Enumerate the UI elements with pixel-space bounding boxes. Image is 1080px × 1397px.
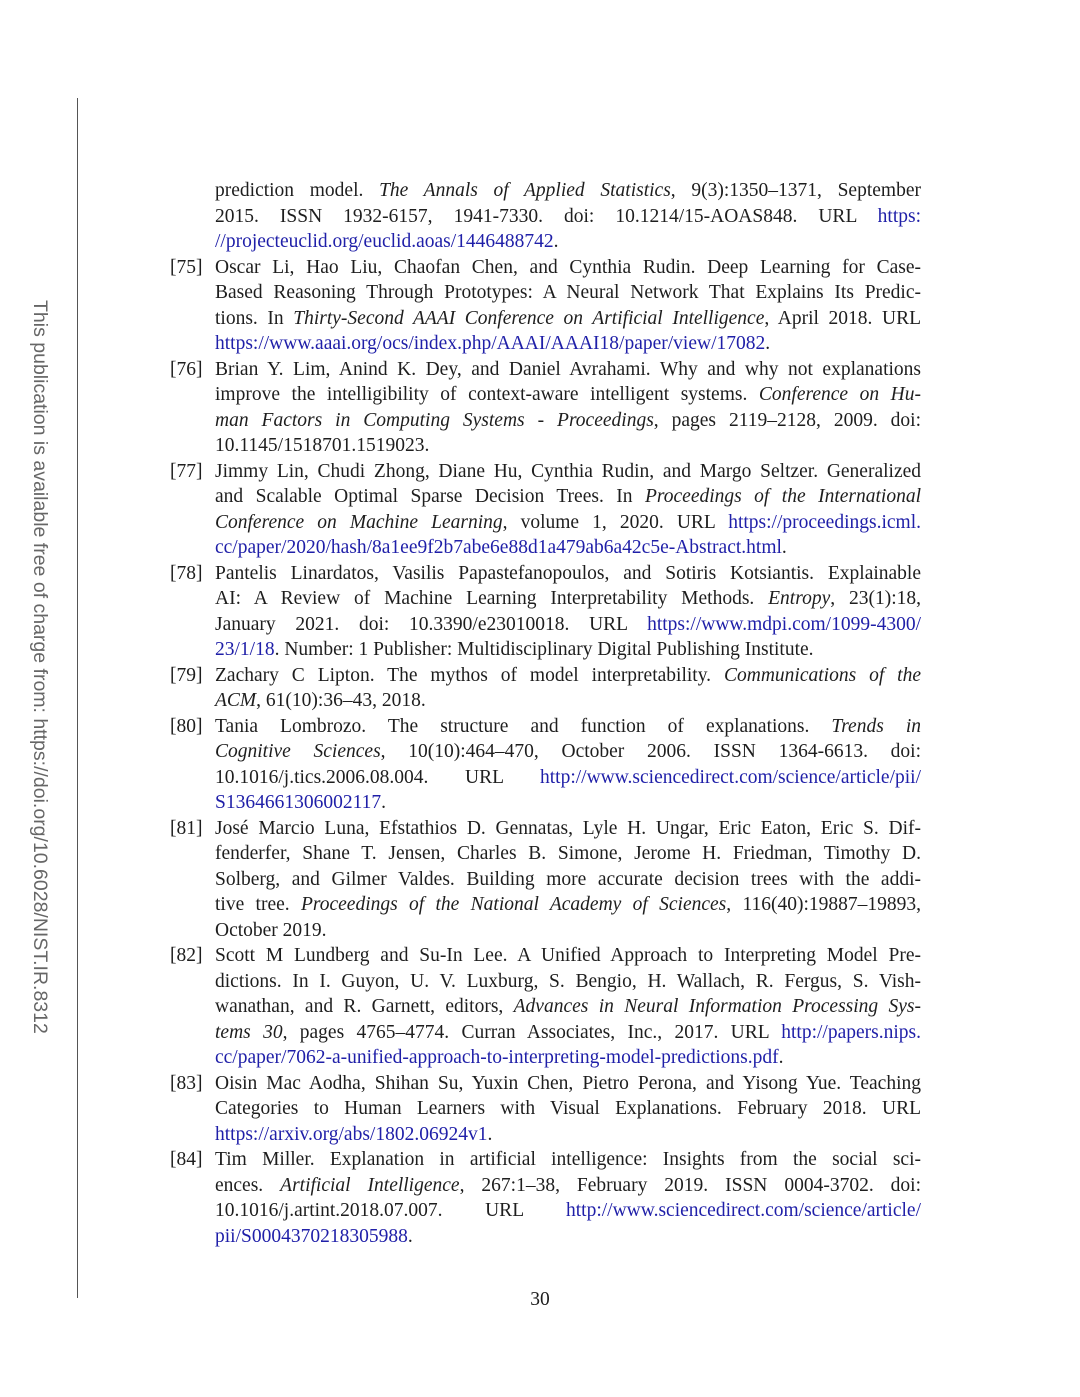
- reference-text: , 61(10):36–43, 2018.: [256, 690, 426, 711]
- reference-text: improve the intelligibility of context-aware intelligent systems.: [215, 384, 759, 405]
- reference-text: prediction model.: [215, 180, 380, 201]
- venue-text: Proceedings of the International: [644, 486, 921, 507]
- reference-line: [215, 612, 921, 638]
- reference-link[interactable]: cc/paper/7062-a-unified-approach-to-interpreting-model-predictions.pdf: [215, 1047, 779, 1068]
- venue-text: Proceedings of the National Academy of Sciences: [300, 894, 727, 915]
- reference-line: [215, 484, 921, 510]
- reference-line: [215, 280, 921, 306]
- reference-text: .: [553, 231, 559, 252]
- reference-label: [80]: [170, 715, 203, 737]
- reference-link[interactable]: https:: [877, 205, 921, 227]
- reference-link[interactable]: pii/S0004370218305988: [215, 1225, 408, 1247]
- reference-line: [215, 943, 921, 969]
- reference-link[interactable]: http://www.sciencedirect.com/science/article/pii/: [539, 766, 921, 788]
- reference-line: [215, 1045, 921, 1071]
- reference-line: [215, 204, 921, 230]
- reference-line: [215, 637, 921, 663]
- reference-link[interactable]: https://arxiv.org/abs/1802.06924v1: [215, 1123, 488, 1145]
- reference-link[interactable]: S1364661306002117: [215, 792, 382, 813]
- margin-rule: [77, 98, 78, 1298]
- reference-label: [79]: [170, 664, 203, 686]
- reference-line: [215, 892, 921, 918]
- reference-line: [215, 510, 921, 536]
- venue-text: Thirty-Second AAAI Conference on Artificial Intelligence: [293, 307, 765, 329]
- reference-text: Zachary C Lipton. The mythos of model interpretability.: [215, 664, 724, 686]
- reference-text: AI: A Review of Machine Learning Interpretability Methods.: [215, 588, 769, 609]
- reference-line: [215, 331, 921, 357]
- reference-text: dictions. In I. Guyon, U. V. Luxburg, S. Bengio, H. Wallach, R. Fergus, S. Vish-: [215, 970, 921, 992]
- reference-link[interactable]: cc/paper/2020/hash/8a1ee9f2b7abe6e88d1a479ab6a42c5e-Abstract.html: [215, 537, 782, 558]
- reference-text: Solberg, and Gilmer Valdes. Building more accurate decision trees with the addi-: [215, 868, 921, 890]
- venue-text: Artificial Intelligence: [280, 1174, 460, 1196]
- reference-line: [215, 765, 921, 791]
- reference-text: , volume 1, 2020. URL: [502, 511, 729, 533]
- reference-line: [215, 739, 921, 765]
- reference-text: 10.1145/1518701.1519023.: [215, 435, 430, 456]
- reference-text: .: [381, 792, 386, 813]
- venue-text: man Factors in Computing Systems - Proceedings: [215, 409, 654, 431]
- reference-text: , pages 4765–4774. Curran Associates, Inc., 2017. URL: [282, 1021, 782, 1043]
- reference-text: Oscar Li, Hao Liu, Chaofan Chen, and Cynthia Rudin. Deep Learning for Case-: [215, 256, 921, 278]
- reference-line: [215, 561, 921, 587]
- venue-text: tems 30: [215, 1021, 283, 1043]
- reference-text: José Marcio Luna, Efstathios D. Gennatas, Lyle H. Ungar, Eric Eaton, Eric S. Dif-: [215, 817, 921, 839]
- availability-sidebar: This publication is available free of charge from: https://doi.org/10.6028/NIST.IR.8312: [29, 300, 51, 1034]
- venue-text: The Annals of Applied Statistics: [379, 180, 671, 201]
- reference-link[interactable]: https://www.aaai.org/ocs/index.php/AAAI/AAAI18/paper/view/17082: [215, 333, 766, 354]
- reference-text: , 116(40):19887–19893,: [726, 894, 921, 915]
- reference-line: [215, 969, 921, 995]
- reference-link[interactable]: https://proceedings.icml.: [728, 511, 921, 533]
- reference-text: 10.1016/j.tics.2006.08.004. URL: [215, 766, 540, 788]
- reference-text: , 23(1):18,: [830, 588, 921, 609]
- reference-line: [215, 433, 921, 459]
- reference-label: [77]: [170, 460, 203, 482]
- venue-text: Conference on Machine Learning: [215, 511, 503, 533]
- reference-text: Tim Miller. Explanation in artificial intelligence: Insights from the social sci-: [215, 1149, 921, 1170]
- reference-text: 10.1016/j.artint.2018.07.007. URL: [215, 1200, 566, 1221]
- venue-text: ACM: [215, 690, 257, 711]
- reference-text: .: [781, 537, 787, 558]
- reference-line: [215, 1020, 921, 1046]
- reference-label: [78]: [170, 562, 203, 584]
- reference-label: [81]: [170, 817, 203, 839]
- reference-label: [83]: [170, 1072, 203, 1094]
- reference-text: and Scalable Optimal Sparse Decision Trees. In: [215, 486, 645, 507]
- reference-text: , pages 2119–2128, 2009. doi:: [653, 409, 921, 431]
- reference-link[interactable]: //projecteuclid.org/euclid.aoas/1446488742: [215, 231, 554, 252]
- venue-text: Entropy: [768, 588, 831, 609]
- reference-line: [215, 178, 921, 204]
- reference-line: [215, 994, 921, 1020]
- reference-text: wanathan, and R. Garnett, editors,: [215, 996, 514, 1017]
- reference-text: . Number: 1 Publisher: Multidisciplinary Digital Publishing Institute.: [274, 639, 814, 660]
- reference-link[interactable]: http://papers.nips.: [781, 1021, 921, 1043]
- reference-line: [215, 306, 921, 332]
- reference-line: [215, 714, 921, 740]
- reference-text: ences.: [215, 1174, 281, 1196]
- reference-text: .: [778, 1047, 784, 1068]
- reference-line: [215, 357, 921, 383]
- reference-line: [215, 229, 921, 255]
- reference-line: [215, 918, 921, 944]
- reference-text: , 10(10):464–470, October 2006. ISSN 1364-6613. doi:: [380, 741, 921, 762]
- reference-line: [215, 816, 921, 842]
- reference-line: [215, 663, 921, 689]
- reference-link[interactable]: http://www.sciencedirect.com/science/article/: [566, 1200, 921, 1221]
- reference-text: Scott M Lundberg and Su-In Lee. A Unified Approach to Interpreting Model Pre-: [215, 945, 921, 966]
- reference-text: October 2019.: [215, 919, 327, 941]
- venue-text: Advances in Neural Information Processing Sys-: [513, 996, 921, 1017]
- reference-line: [215, 1224, 921, 1250]
- reference-line: [215, 1096, 921, 1122]
- venue-text: Trends in: [831, 715, 922, 737]
- reference-label: [82]: [170, 945, 203, 966]
- reference-label: [76]: [170, 358, 203, 380]
- reference-line: [215, 790, 921, 816]
- reference-text: Based Reasoning Through Prototypes: A Neural Network That Explains Its Predic-: [215, 282, 921, 303]
- reference-text: tive tree.: [215, 894, 301, 915]
- reference-line: [215, 688, 921, 714]
- reference-text: , April 2018. URL: [764, 307, 921, 329]
- reference-label: [75]: [170, 256, 203, 278]
- reference-text: January 2021. doi: 10.3390/e23010018. URL: [215, 613, 648, 635]
- reference-text: Oisin Mac Aodha, Shihan Su, Yuxin Chen, Pietro Perona, and Yisong Yue. Teaching: [215, 1072, 921, 1094]
- reference-link[interactable]: https://www.mdpi.com/1099-4300/: [647, 613, 921, 635]
- reference-text: Categories to Human Learners with Visual Explanations. February 2018. URL: [215, 1098, 921, 1119]
- reference-text: tions. In: [215, 307, 294, 329]
- venue-text: Cognitive Sciences: [215, 741, 381, 762]
- reference-text: .: [407, 1225, 413, 1247]
- reference-line: [215, 408, 921, 434]
- reference-text: Tania Lombrozo. The structure and function of explanations.: [215, 715, 832, 737]
- reference-text: .: [487, 1123, 493, 1145]
- reference-text: , 9(3):1350–1371, September: [670, 180, 921, 201]
- reference-text: fenderfer, Shane T. Jensen, Charles B. Simone, Jerome H. Friedman, Timothy D.: [215, 843, 921, 864]
- reference-line: [215, 841, 921, 867]
- reference-text: , 267:1–38, February 2019. ISSN 0004-3702. doi:: [459, 1174, 922, 1196]
- venue-text: Conference on Hu-: [758, 384, 921, 405]
- reference-text: Brian Y. Lim, Anind K. Dey, and Daniel Avrahami. Why and why not explanations: [215, 358, 921, 380]
- reference-line: [215, 535, 921, 561]
- reference-line: [215, 1173, 921, 1199]
- reference-line: [215, 586, 921, 612]
- reference-text: .: [765, 333, 771, 354]
- reference-text: Jimmy Lin, Chudi Zhong, Diane Hu, Cynthia Rudin, and Margo Seltzer. Generalized: [215, 460, 921, 482]
- reference-line: [215, 255, 921, 281]
- reference-line: [215, 1071, 921, 1097]
- reference-line: [215, 382, 921, 408]
- reference-line: [215, 1122, 921, 1148]
- venue-text: Communications of the: [723, 664, 921, 686]
- page-number: 30: [530, 1289, 550, 1310]
- reference-line: [215, 1198, 921, 1224]
- reference-line: [215, 1147, 921, 1173]
- reference-line: [215, 459, 921, 485]
- reference-text: 2015. ISSN 1932-6157, 1941-7330. doi: 10.1214/15-AOAS848. URL: [215, 205, 878, 227]
- reference-text: Pantelis Linardatos, Vasilis Papastefanopoulos, and Sotiris Kotsiantis. Explainable: [215, 562, 921, 584]
- reference-line: [215, 867, 921, 893]
- reference-link[interactable]: 23/1/18: [215, 639, 275, 660]
- reference-label: [84]: [170, 1149, 203, 1170]
